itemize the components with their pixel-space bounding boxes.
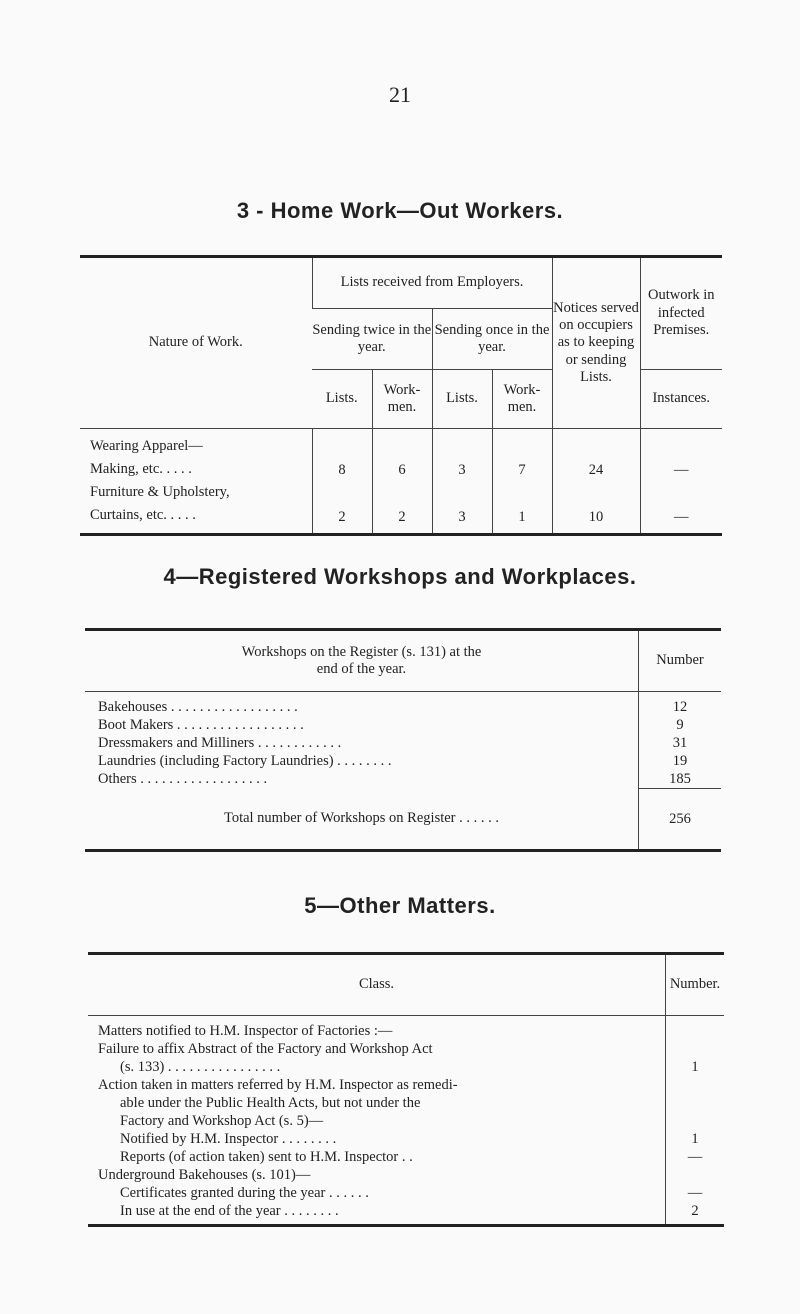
row-label: Making, etc. . . . . xyxy=(90,461,192,477)
cell-value xyxy=(666,1022,724,1040)
total-value: 256 xyxy=(639,789,722,851)
cell-value: 24 xyxy=(588,462,604,478)
section-3-title: 3 - Home Work—Out Workers. xyxy=(236,198,564,223)
page-number: 21 xyxy=(389,82,411,107)
cell-value xyxy=(666,1040,724,1058)
cell-value: 8 xyxy=(338,462,346,478)
header-notices-served: Notices served on occupiers as to keeping or sending Lists. xyxy=(552,257,640,429)
cell-value: 3 xyxy=(458,462,466,478)
cell-value: — xyxy=(674,509,689,525)
twice-lists-cell xyxy=(312,429,372,535)
list-item: able under the Public Health Acts, but not under the xyxy=(120,1095,421,1111)
list-item: (s. 133) . . . . . . . . . . . . . . . . xyxy=(120,1059,281,1075)
header-nature-of-work: Nature of Work. xyxy=(148,334,243,351)
cell-value xyxy=(666,1076,724,1094)
other-matters-table xyxy=(88,952,724,1227)
cell-value: 7 xyxy=(518,462,526,478)
workshop-values xyxy=(639,692,722,789)
list-item: Bakehouses . . . . . . . . . . . . . . . . . . xyxy=(98,699,298,715)
cell-value: 9 xyxy=(676,717,684,733)
nature-of-work-cell xyxy=(80,429,312,535)
list-item: Laundries (including Factory Laundries) . . . . . . . . xyxy=(98,753,392,769)
row-label: Furniture & Upholstery, xyxy=(90,484,230,500)
list-item: Failure to affix Abstract of the Factory and Workshop Act xyxy=(98,1041,433,1057)
header-outwork-infected: Outwork in infected Premises. xyxy=(640,257,722,370)
workshop-labels xyxy=(85,692,639,789)
cell-value: 2 xyxy=(691,1203,699,1219)
registered-workshops-table xyxy=(85,628,721,852)
cell-value: 31 xyxy=(672,735,688,751)
list-item: Notified by H.M. Inspector . . . . . . . . xyxy=(120,1131,337,1147)
section-5-title: 5—Other Matters. xyxy=(304,893,496,918)
cell-value: 12 xyxy=(672,699,688,715)
list-item: Boot Makers . . . . . . . . . . . . . . . . . . xyxy=(98,717,304,733)
header-sending-twice: Sending twice in the year. xyxy=(312,309,432,370)
list-item: Underground Bakehouses (s. 101)— xyxy=(98,1167,311,1183)
list-item: Matters notified to H.M. Inspector of Factories :— xyxy=(98,1023,393,1039)
matters-values xyxy=(666,1016,725,1226)
header-twice-workmen: Work-men. xyxy=(372,370,432,429)
header-sending-once: Sending once in the year. xyxy=(432,309,552,370)
header-lists-received: Lists received from Employers. xyxy=(312,257,552,309)
cell-value xyxy=(666,1166,724,1184)
list-item: Dressmakers and Milliners . . . . . . . . . . . . xyxy=(98,735,342,751)
list-item: Action taken in matters referred by H.M. Inspector as remedi- xyxy=(98,1077,458,1093)
once-workmen-cell xyxy=(492,429,552,535)
cell-value: 2 xyxy=(398,509,406,525)
list-item: In use at the end of the year . . . . . . . . xyxy=(120,1203,339,1219)
cell-value xyxy=(666,1094,724,1112)
list-item: Others . . . . . . . . . . . . . . . . . . xyxy=(98,771,268,787)
header-once-lists: Lists. xyxy=(432,370,492,429)
once-lists-cell xyxy=(432,429,492,535)
header-workshops: Workshops on the Register (s. 131) at the end of the year. xyxy=(241,643,482,677)
cell-value: 10 xyxy=(588,509,604,525)
cell-value: 6 xyxy=(398,462,406,478)
cell-value: 1 xyxy=(691,1131,699,1147)
list-item: Reports (of action taken) sent to H.M. Inspector . . xyxy=(120,1149,413,1165)
cell-value xyxy=(666,1112,724,1130)
home-work-table xyxy=(80,255,722,536)
cell-value: — xyxy=(687,1185,703,1201)
instances-cell xyxy=(640,429,722,535)
cell-value: — xyxy=(687,1149,703,1165)
notices-cell xyxy=(552,429,640,535)
total-label: Total number of Workshops on Register . . . . . . xyxy=(223,810,500,827)
list-item: Certificates granted during the year . . . . . . xyxy=(120,1185,369,1201)
twice-workmen-cell xyxy=(372,429,432,535)
row-label: Curtains, etc. . . . . xyxy=(90,507,196,523)
section-4-title: 4—Registered Workshops and Workplaces. xyxy=(163,564,637,589)
cell-value: — xyxy=(674,462,689,478)
header-twice-lists: Lists. xyxy=(312,370,372,429)
header-instances: Instances. xyxy=(640,370,722,429)
header-number: Number xyxy=(639,630,722,692)
header-number: Number. xyxy=(666,954,725,1016)
cell-value: 19 xyxy=(672,753,688,769)
header-class: Class. xyxy=(358,976,395,993)
cell-value: 3 xyxy=(458,509,466,525)
row-label: Wearing Apparel— xyxy=(90,438,203,454)
matters-labels xyxy=(88,1016,666,1226)
header-once-workmen: Work-men. xyxy=(492,370,552,429)
cell-value: 1 xyxy=(518,509,526,525)
cell-value: 185 xyxy=(669,771,691,787)
cell-value: 2 xyxy=(338,509,346,525)
list-item: Factory and Workshop Act (s. 5)— xyxy=(120,1113,324,1129)
cell-value: 1 xyxy=(691,1059,699,1075)
